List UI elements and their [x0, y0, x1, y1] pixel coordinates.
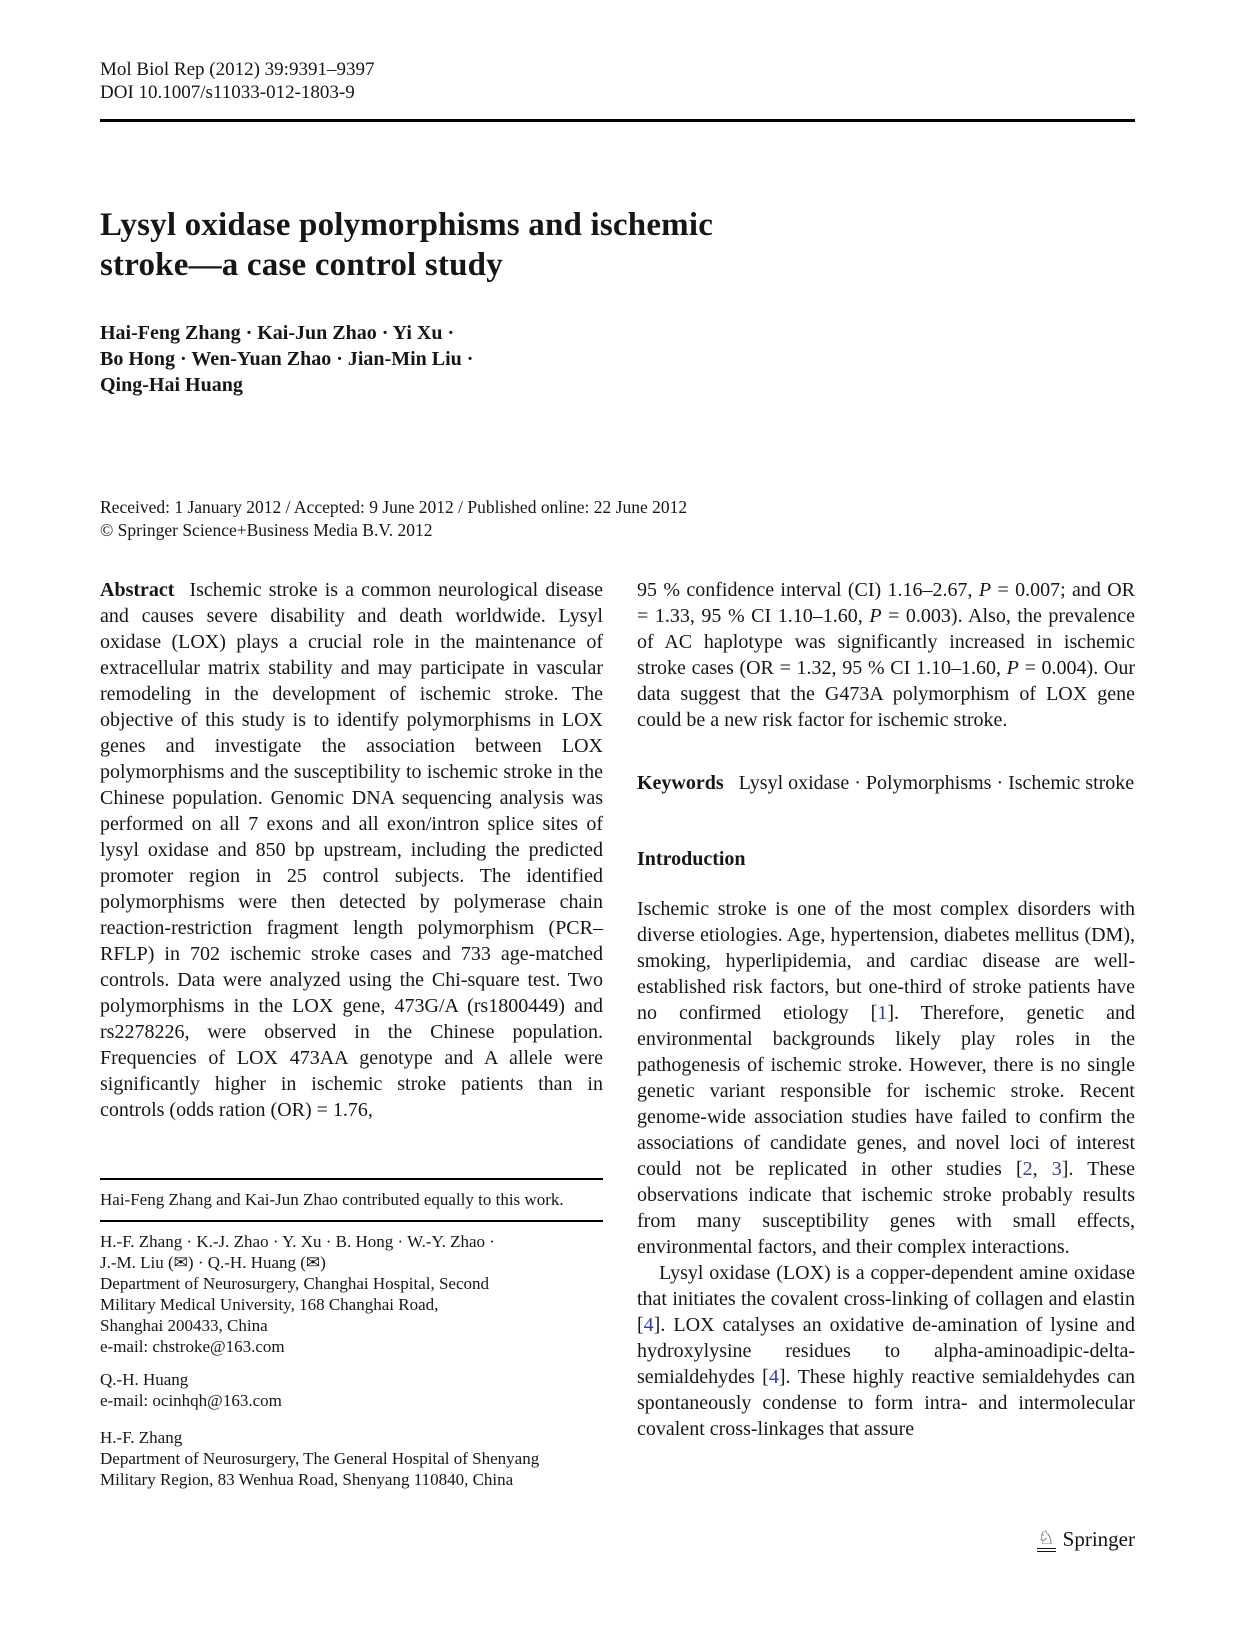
received-line: Received: 1 January 2012 / Accepted: 9 June 2012 / Published online: 22 June 2012: [100, 497, 688, 517]
abstract-text: Ischemic stroke is a common neurological disease and causes severe disability and death worldwide. Lysyl oxidase (LOX) plays a crucial role in the maintenance of extracellular matrix stability and may participate in vascular remodeling in the development of ischemic stroke. The objective of this study is to identify polymorphisms in LOX genes and investigate the association between LOX polymorphisms and the susceptibility to ischemic stroke in the Chinese population. Genomic DNA sequencing analysis was performed on all 7 exons and all exon/intron splice sites of lysyl oxidase and 850 bp upstream, including the predicted promoter region in 25 control subjects. The identified polymorphisms were then detected by polymerase chain reaction-restriction fragment length polymorphism (PCR–RFLP) in 702 ischemic stroke cases and 733 age-matched controls. Data were analyzed using the Chi-square test. Two polymorphisms in the LOX gene, 473G/A (rs1800449) and rs2278226, were observed in the Chinese population. Frequencies of LOX 473AA genotype and A allele were significantly higher in ischemic stroke patients than in controls (odds ration (OR) = 1.76,: [100, 579, 603, 1121]
header-rule: [100, 119, 1135, 122]
affiliation-1: H.-F. Zhang · K.-J. Zhao · Y. Xu · B. Hong · W.-Y. Zhao · J.-M. Liu (✉) · Q.-H. Huang (✉) Department of Neurosurgery, Changhai Hospital, Second Military Medical University, 168 Changhai Road, Shanghai 200433, China e-mail: chstroke@163.com: [100, 1232, 495, 1356]
citation-link[interactable]: 1: [877, 1002, 888, 1024]
springer-logo-text: Springer: [1062, 1527, 1135, 1551]
keywords-text: Lysyl oxidase · Polymorphisms · Ischemic stroke: [738, 772, 1135, 794]
citation-link[interactable]: 3: [1051, 1158, 1062, 1180]
page-title: Lysyl oxidase polymorphisms and ischemic stroke—a case control study: [100, 207, 714, 283]
springer-knight-icon: ♘: [1037, 1528, 1056, 1552]
authors: Hai-Feng Zhang · Kai-Jun Zhao · Yi Xu · Bo Hong · Wen-Yuan Zhao · Jian-Min Liu · Qing-Hai Huang: [100, 322, 474, 396]
right-column: [637, 577, 1135, 1442]
citation-link[interactable]: 4: [768, 1366, 779, 1388]
intro-paragraph-2: Lysyl oxidase (LOX) is a copper-dependent amine oxidase that initiates the covalent cross-linking of collagen and elastin [4]. LOX catalyses an oxidative de-amination of lysine and hydroxylysine residues to alpha-aminoadipic-delta-semialdehydes [4]. These highly reactive semialdehydes can spontaneously condense to form intra- and intermolecular covalent cross-linkages that assure: [637, 1262, 1136, 1440]
dates-block: [100, 496, 1000, 542]
abstract-label: Abstract: [100, 579, 175, 601]
citation-link[interactable]: 4: [643, 1314, 654, 1336]
footnotes-block: [100, 1178, 603, 1502]
copyright-line: © Springer Science+Business Media B.V. 2012: [100, 520, 433, 540]
equal-contribution-note: Hai-Feng Zhang and Kai-Jun Zhao contributed equally to this work.: [100, 1190, 564, 1209]
keywords-label: Keywords: [637, 772, 724, 794]
affiliation-3: H.-F. Zhang Department of Neurosurgery, The General Hospital of Shenyang Military Region, 83 Wenhua Road, Shenyang 110840, China: [100, 1428, 540, 1489]
left-column: [100, 577, 603, 1123]
journal-line: Mol Biol Rep (2012) 39:9391–9397: [100, 59, 375, 80]
abstract-continuation: 95 % confidence interval (CI) 1.16–2.67, P = 0.007; and OR = 1.33, 95 % CI 1.10–1.60, P = 0.003). Also, the prevalence of AC haplotype was significantly increased in ischemic stroke cases (OR = 1.32, 95 % CI 1.10–1.60, P = 0.004). Our data suggest that the G473A polymorphism of LOX gene could be a new risk factor for ischemic stroke.: [637, 579, 1135, 731]
intro-paragraph-1: Ischemic stroke is one of the most complex disorders with diverse etiologies. Age, hypertension, diabetes mellitus (DM), smoking, hyperlipidemia, and cardiac disease are well-established risk factors, but one-third of stroke patients have no confirmed etiology [1]. Therefore, genetic and environmental backgrounds likely play roles in the pathogenesis of ischemic stroke. However, there is no single genetic variant responsible for ischemic stroke. Recent genome-wide association studies have failed to confirm the associations of candidate genes, and novel loci of interest could not be replicated in other studies [2, 3]. These observations indicate that ischemic stroke probably results from many susceptibility genes with small effects, environmental factors, and their complex interactions.: [637, 898, 1136, 1258]
journal-header: [100, 58, 374, 104]
affiliation-2: Q.-H. Huang e-mail: ocinhqh@163.com: [100, 1370, 282, 1410]
citation-link[interactable]: 2: [1022, 1158, 1033, 1180]
doi-line: DOI 10.1007/s11033-012-1803-9: [100, 82, 355, 103]
section-heading-introduction: Introduction: [637, 848, 746, 870]
keywords-block: [637, 770, 1135, 796]
abstract-paragraph: [100, 577, 603, 1123]
springer-logo: [1037, 1526, 1135, 1552]
